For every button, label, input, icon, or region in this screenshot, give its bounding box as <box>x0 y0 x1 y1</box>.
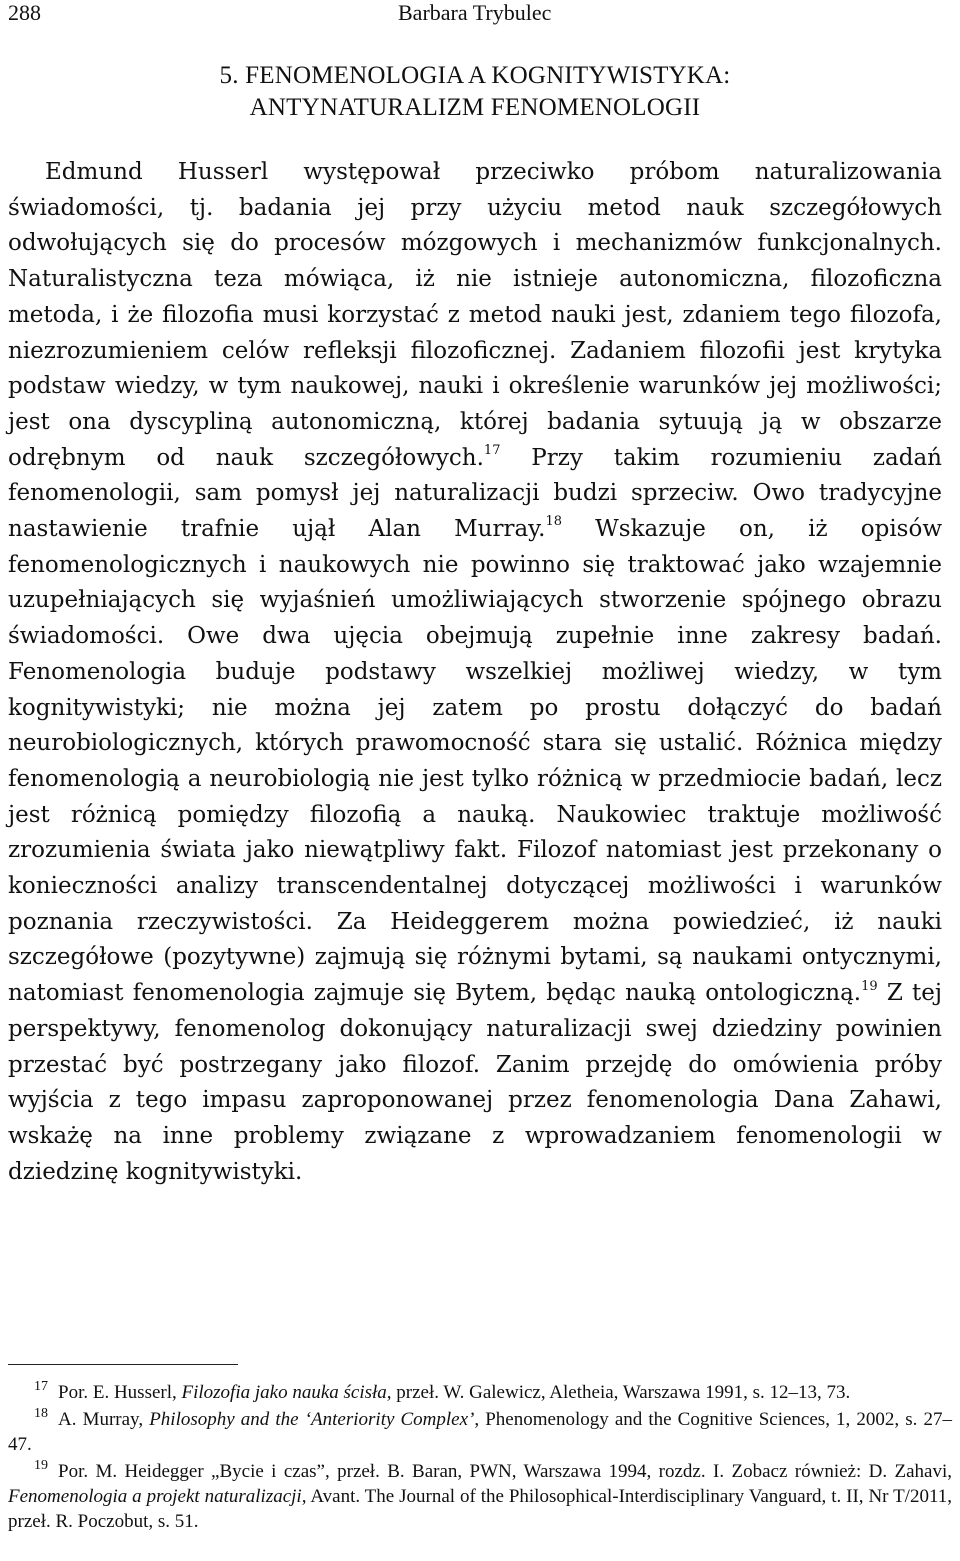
footnote-18 <box>8 1407 952 1457</box>
footnote-text: A. Murray, <box>58 1409 150 1430</box>
footnote-title: Fenomenologia a projekt naturalizacji <box>8 1486 302 1507</box>
text-run-3: Wskazuje on, iż opisów fenomenologicznych i naukowych nie powinno się traktować jako wzajemnie uzupełniających się wyjaśnień umożliwiających stworzenie spójnego obrazu świadomości. Owe dwa ujęcia obejmują zupełnie inne zakresy badań. Fenomenologia buduje podstawy wszelkiej możliwej wiedzy, w tym kognitywistyki; nie można jej zatem po prostu dołączyć do badań neurobiologicznych, których prawomocność stara się ustalić. Różnica między fenomenologią a neurobiologią nie jest tylko różnicą w przedmiocie badań, lecz jest różnicą pomiędzy filozofią a nauką. Naukowiec traktuje możliwość zrozumienia świata jako niewątpliwy fakt. Filozof natomiast jest przekonany o konieczności analizy transcendentalnej dotyczącej możliwości i warunków poznania rzeczywistości. Za Heideggerem można powiedzieć, iż nauki szczegółowe (pozytywne) zajmują się różnymi bytami, są naukami ontycznymi, natomiast fenomenologia zajmuje się Bytem, będąc nauką ontologiczną. <box>8 516 943 1007</box>
footnote-text: Por. E. Husserl, <box>58 1382 182 1403</box>
footnote-19 <box>8 1459 952 1534</box>
footnote-title: Philosophy and the ‘Anteriority Complex’ <box>149 1409 475 1430</box>
footnote-text: , Phenomenology and the Cognitive Sciences, 1, 2002, s. 27–47. <box>8 1409 952 1455</box>
footnote-text: Por. M. Heidegger „Bycie i czas”, przeł. B. Baran, PWN, Warszawa 1994, rozdz. I. Zobacz również: D. Zahavi, <box>58 1461 952 1482</box>
footnote-ref-19[interactable]: 19 <box>861 978 878 994</box>
paragraph-indent <box>8 159 45 185</box>
page-header <box>8 0 942 28</box>
footnote-17 <box>8 1380 952 1405</box>
footnote-title: Filozofia jako nauka ścisła <box>181 1382 387 1403</box>
body-paragraph <box>8 155 942 1190</box>
footnotes <box>8 1380 952 1536</box>
section-title <box>8 60 942 124</box>
footnote-text: , przeł. W. Galewicz, Aletheia, Warszawa 1991, s. 12–13, 73. <box>386 1382 851 1403</box>
text-run-4: Z tej perspektywy, fenomenolog dokonujący naturalizacji swej dziedziny powinien przestać być postrzegany jako filozof. Zanim przejdę do omówienia próby wyjścia z tego impasu zaproponowanej przez fenomenologia Dana Zahawi, wskażę na inne problemy związane z wprowadzaniem fenomenologii w dziedzinę kognitywistyki. <box>8 980 942 1185</box>
footnote-separator <box>8 1364 238 1365</box>
footnote-number: 18 <box>34 1405 48 1421</box>
paragraph <box>8 155 942 1190</box>
footnote-text: , Avant. The Journal of the Philosophical-Interdisciplinary Vanguard, t. II, Nr T/2011, przeł. R. Poczobut, s. 51. <box>8 1486 953 1532</box>
page-number: 288 <box>8 0 41 25</box>
footnote-ref-18[interactable]: 18 <box>545 514 562 530</box>
footnote-number: 17 <box>34 1378 48 1394</box>
footnote-number: 19 <box>34 1457 48 1473</box>
footnote-ref-17[interactable]: 17 <box>483 442 501 458</box>
text-run-1: Edmund Husserl występował przeciwko próbom naturalizowania świadomości, tj. badania jej przy użyciu metod nauk szczegółowych odwołujących się do procesów mózgowych i mechanizmów funkcjonalnych. Naturalistyczna teza mówiąca, iż nie istnieje autonomiczna, filozoficzna metoda, i że filozofia musi korzystać z metod nauki jest, zdaniem tego filozofa, niezrozumieniem celów refleksji filozoficznej. Zadaniem filozofii jest krytyka podstaw wiedzy, w tym naukowej, nauki i określenie warunków jej możliwości; jest ona dyscypliną autonomiczną, której badania sytuują ją w obszarze odrębnym od nauk szczegółowych. <box>8 159 942 471</box>
running-head-author: Barbara Trybulec <box>398 0 552 25</box>
text-run-2: Przy takim rozumieniu zadań fenomenologii, sam pomysł jej naturalizacji budzi sprzeciw. Owo tradycyjne nastawienie trafnie ujął Alan Murray. <box>8 444 942 543</box>
section-title-line-2: ANTYNATURALIZM FENOMENOLOGII <box>249 94 701 121</box>
section-title-line-1: 5. FENOMENOLOGIA A KOGNITYWISTYKA: <box>219 62 731 89</box>
